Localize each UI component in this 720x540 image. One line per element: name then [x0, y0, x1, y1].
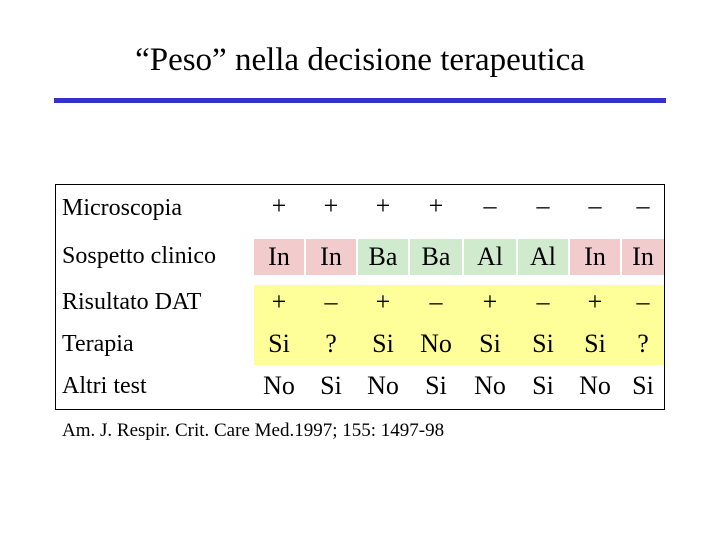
table-cell: Ba [358, 239, 408, 275]
table-cell: Si [632, 371, 654, 400]
title-divider [54, 98, 666, 103]
table-cell: + [428, 191, 444, 220]
table-cell: No [420, 329, 452, 358]
table-row-risultato-dat [56, 285, 664, 321]
table-cell: No [367, 371, 399, 400]
table-cell: – [324, 287, 338, 316]
slide-title: “Peso” nella decisione terapeutica [135, 42, 585, 78]
table-cell: + [375, 287, 391, 316]
table-cell: + [375, 191, 391, 220]
table-cell: No [474, 371, 506, 400]
table-cell: Si [372, 329, 394, 358]
table-cell: Al [464, 239, 516, 275]
table-cell: Si [532, 329, 554, 358]
table-cell: – [483, 191, 497, 220]
table-cell: – [536, 191, 550, 220]
table-cell: – [588, 191, 602, 220]
table-row-altri-test [56, 369, 664, 405]
citation: Am. J. Respir. Crit. Care Med.1997; 155: 1497-98 [62, 420, 445, 441]
table-cell: + [482, 287, 498, 316]
table-cell: Al [518, 239, 568, 275]
table-cell: + [271, 287, 287, 316]
row-label: Microscopia [62, 195, 182, 221]
table-cell: + [587, 287, 603, 316]
table-cell: ? [637, 329, 649, 358]
table-row-microscopia [56, 185, 664, 233]
table-cell: + [323, 191, 339, 220]
row-label: Risultato DAT [62, 289, 202, 315]
table-cell: Si [320, 371, 342, 400]
row-label: Sospetto clinico [62, 243, 216, 269]
table-cell: Si [584, 329, 606, 358]
table-row-sospetto-clinico [56, 239, 664, 275]
table-cell: No [579, 371, 611, 400]
row-label: Terapia [62, 331, 134, 357]
table-cell: Si [268, 329, 290, 358]
table-cell: ? [325, 329, 337, 358]
table-cell: In [622, 239, 664, 275]
row-label: Altri test [62, 373, 147, 399]
table-cell: – [536, 287, 550, 316]
table-cell: + [271, 191, 287, 220]
table-cell: – [636, 191, 650, 220]
table-cell: Si [532, 371, 554, 400]
table-cell: Si [425, 371, 447, 400]
table-row-terapia [56, 327, 664, 363]
table-cell: Si [479, 329, 501, 358]
decision-table [55, 184, 665, 410]
table-cell: No [263, 371, 295, 400]
table-cell: – [636, 287, 650, 316]
table-cell: In [570, 239, 620, 275]
table-cell: – [429, 287, 443, 316]
table-cell: Ba [410, 239, 462, 275]
table-cell: In [254, 239, 304, 275]
table-cell: In [306, 239, 356, 275]
